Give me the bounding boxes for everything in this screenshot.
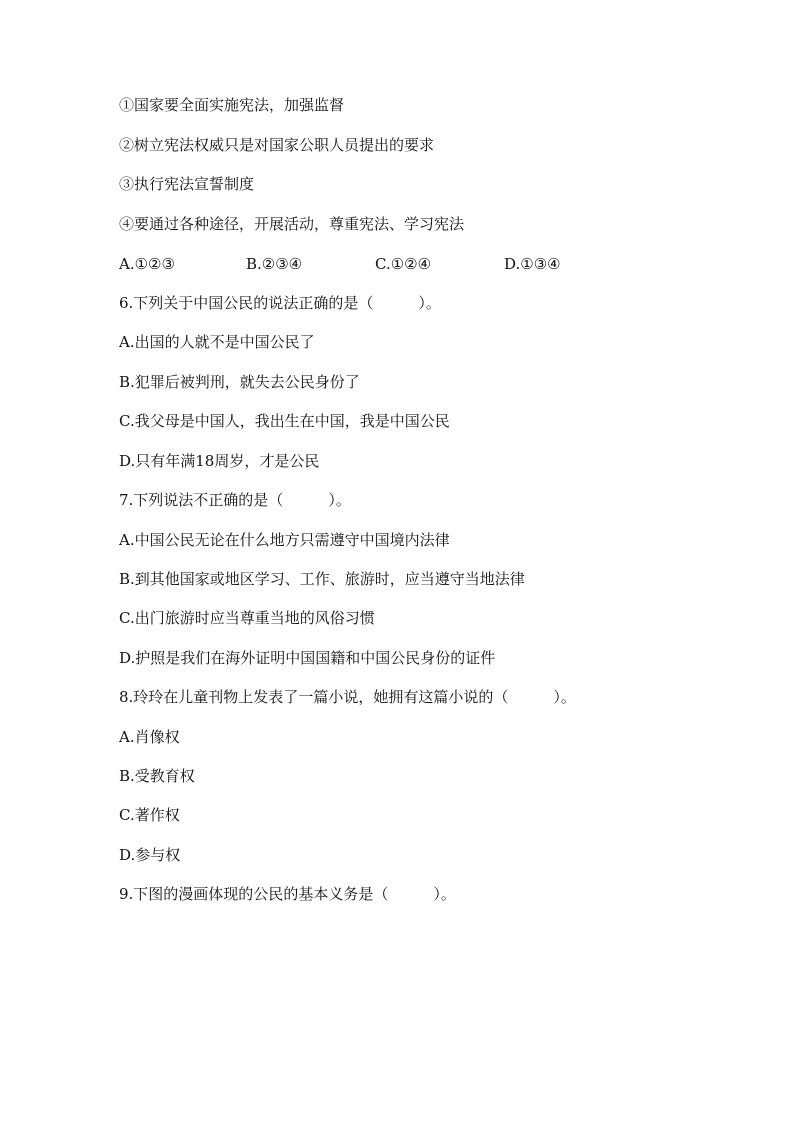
option-c: C.出门旅游时应当尊重当地的风俗习惯 — [119, 609, 375, 627]
option-a: A.肖像权 — [119, 728, 180, 746]
statement-2: ②树立宪法权威只是对国家公职人员提出的要求 — [119, 136, 435, 154]
option-d: D.①③④ — [504, 255, 561, 273]
statement-1: ①国家要全面实施宪法，加强监督 — [119, 96, 345, 114]
option-c: C.我父母是中国人，我出生在中国，我是中国公民 — [119, 412, 450, 430]
question-stem: 9.下图的漫画体现的公民的基本义务是（ ）。 — [119, 885, 456, 903]
option-d: D.参与权 — [119, 846, 181, 864]
option-d: D.护照是我们在海外证明中国国籍和中国公民身份的证件 — [119, 649, 496, 667]
option-b: B.到其他国家或地区学习、工作、旅游时，应当遵守当地法律 — [119, 570, 525, 588]
question-stem: 8.玲玲在儿童刊物上发表了一篇小说，她拥有这篇小说的（ ）。 — [119, 688, 576, 706]
option-b: B.②③④ — [246, 255, 303, 273]
option-c: C.①②④ — [375, 255, 432, 273]
option-a: A.出国的人就不是中国公民了 — [119, 333, 315, 351]
statement-3: ③执行宪法宣誓制度 — [119, 175, 255, 193]
option-d: D.只有年满18周岁，才是公民 — [119, 452, 320, 470]
option-a: A.①②③ — [119, 255, 175, 273]
question-stem: 6.下列关于中国公民的说法正确的是（ ）。 — [119, 294, 441, 312]
question-stem: 7.下列说法不正确的是（ ）。 — [119, 491, 351, 509]
statement-4: ④要通过各种途径，开展活动，尊重宪法、学习宪法 — [119, 215, 465, 233]
option-a: A.中国公民无论在什么地方只需遵守中国境内法律 — [119, 531, 450, 549]
option-b: B.受教育权 — [119, 767, 195, 785]
option-c: C.著作权 — [119, 806, 180, 824]
option-b: B.犯罪后被判刑，就失去公民身份了 — [119, 373, 360, 391]
